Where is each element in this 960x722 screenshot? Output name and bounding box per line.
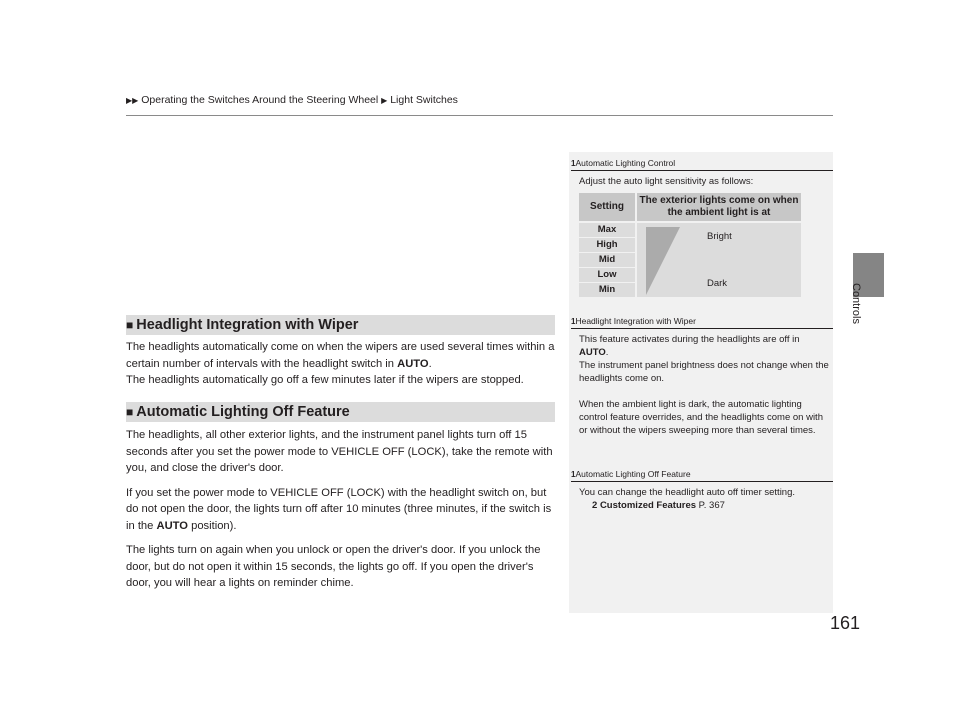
page-number: 161 <box>830 613 861 633</box>
breadcrumb <box>126 94 458 106</box>
reference-arrow-icon: 2 <box>592 500 598 511</box>
chapter-label: Controls <box>850 283 862 324</box>
bright-label: Bright <box>707 231 732 242</box>
sensitivity-table <box>579 193 801 297</box>
breadcrumb-item[interactable]: Operating the Switches Around the Steering Wheel <box>141 94 379 106</box>
section-body: The headlights, all other exterior lights, and the instrument panel lights turn off 15 seconds after you set the power mode to VEHICLE OFF (LOCK), take the remote with you, and close the driver's door. If you set the power mode to VEHICLE OFF (LOCK) with the headlight switch on, but do not open the door, the lights turn off after 10 minutes (three minutes, if the switch is in the AUTO position). The lights turn on again when you unlock or open the driver's door. If you unlock the door, but do not open it within 15 seconds, the lights go off. If you open the driver's door, you will hear a lights on reminder chime. <box>126 429 553 589</box>
table-header-description: The exterior lights come on when the ambient light is at <box>637 193 801 221</box>
brightness-cell <box>637 223 801 297</box>
table-row: Low <box>579 268 635 282</box>
note-title: 1Automatic Lighting Control <box>571 158 833 171</box>
section-heading: ■ Automatic Lighting Off Feature <box>126 402 555 422</box>
table-row: High <box>579 238 635 252</box>
cross-reference-link[interactable]: 2 Customized Features P. 367 <box>592 500 725 511</box>
table-row: Min <box>579 283 635 297</box>
note-marker-icon: 1 <box>571 470 576 479</box>
table-header-setting: Setting <box>579 193 635 221</box>
table-row: Max <box>579 223 635 237</box>
section-body: The headlights automatically come on when the wipers are used several times within a certain number of intervals with the headlight switch in AUTO. The headlights automatically go off a few minutes later if the wipers are stopped. <box>126 341 555 386</box>
note-marker-icon: 1 <box>571 159 576 168</box>
table-row: Mid <box>579 253 635 267</box>
note-title: 1Automatic Lighting Off Feature <box>571 469 833 482</box>
square-bullet-icon: ■ <box>126 405 134 419</box>
note-marker-icon: 1 <box>571 317 576 326</box>
triangle-right-icon: ▶ <box>381 96 388 105</box>
note-body: Adjust the auto light sensitivity as follows: <box>579 176 754 187</box>
triangle-right-icon: ▶▶ <box>126 96 139 105</box>
dark-label: Dark <box>707 278 728 289</box>
breadcrumb-item[interactable]: Light Switches <box>390 94 458 106</box>
note-body: This feature activates during the headlights are off in AUTO. The instrument panel brightness does not change when the headlights come on. When the ambient light is dark, the automatic lighting control feature overrides, and the headlights come on with or without the wipers sweeping more than several times. <box>579 334 829 436</box>
header-divider <box>126 115 833 116</box>
section-heading: ■ Headlight Integration with Wiper <box>126 315 555 335</box>
note-title: 1Headlight Integration with Wiper <box>571 316 833 329</box>
square-bullet-icon: ■ <box>126 318 134 332</box>
note-body: You can change the headlight auto off timer setting. 2 Customized Features P. 367 <box>579 486 829 512</box>
